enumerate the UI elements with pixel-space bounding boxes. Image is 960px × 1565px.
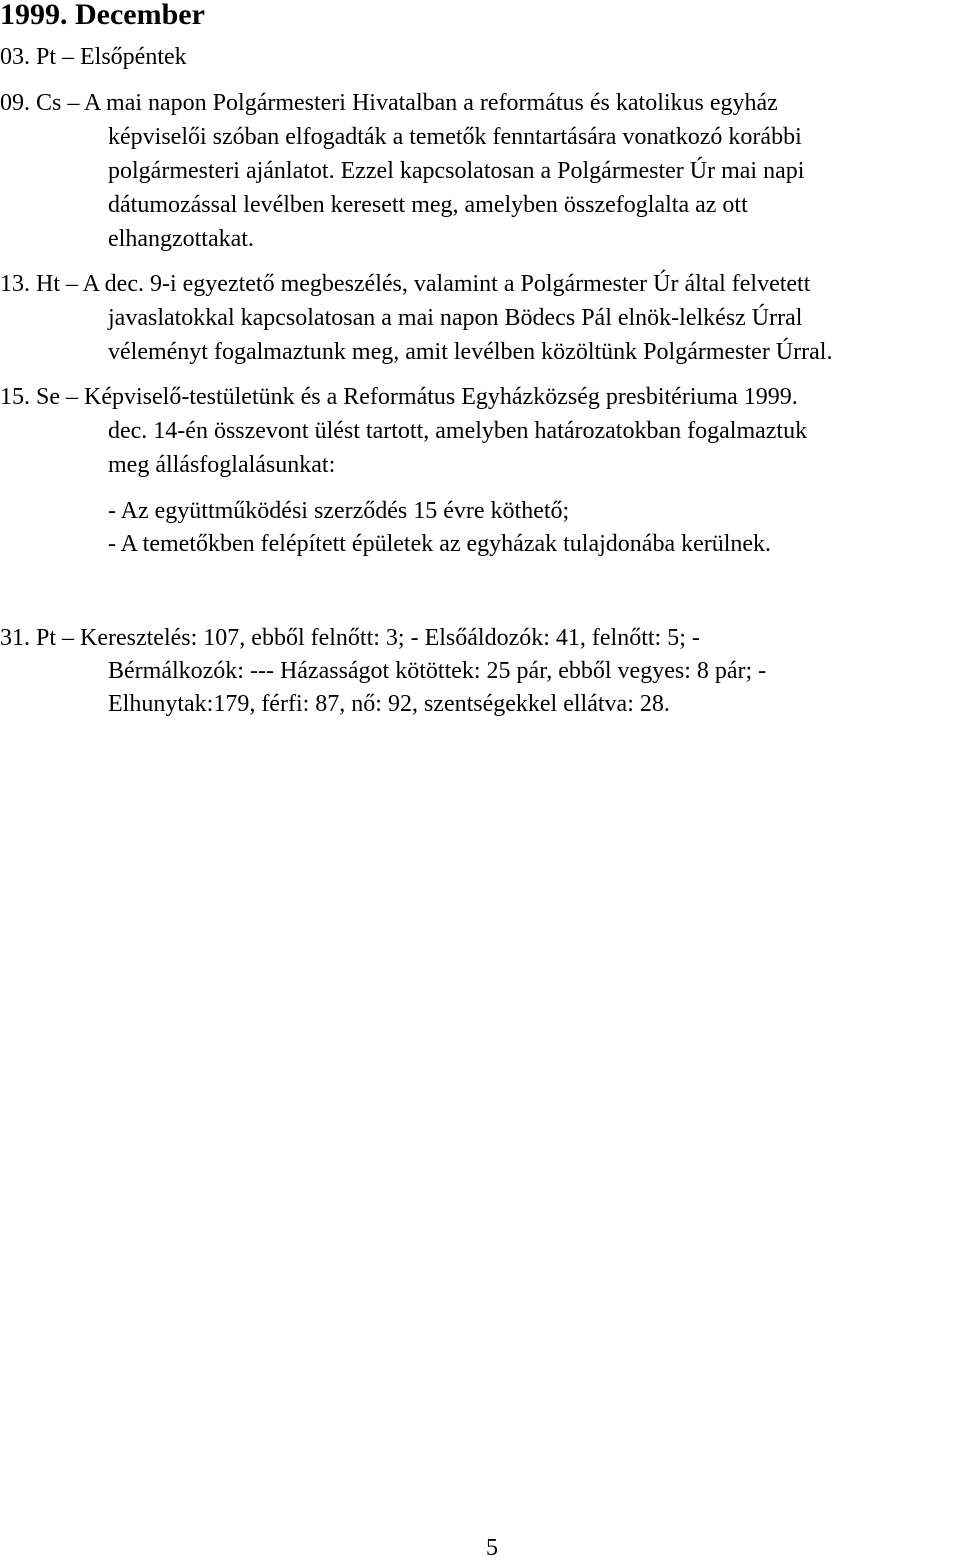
entry-13-line-1: 13. Ht – A dec. 9-i egyeztető megbeszélés, valamint a Polgármester Úr által felvetett (0, 271, 811, 297)
entry-09-line-2: képviselői szóban elfogadták a temetők fenntartására vonatkozó korábbi (108, 124, 802, 150)
entry-15-line-3: meg állásfoglalásunkat: (108, 452, 336, 478)
page-number: 5 (486, 1535, 498, 1561)
entry-31-line-1: 31. Pt – Keresztelés: 107, ebből felnőtt: 3; - Elsőáldozók: 41, felnőtt: 5; - (0, 625, 700, 651)
entry-31-line-3: Elhunytak:179, férfi: 87, nő: 92, szentségekkel ellátva: 28. (108, 691, 670, 717)
entry-13-line-3: véleményt fogalmaztunk meg, amit levélben közöltünk Polgármester Úrral. (108, 339, 833, 365)
entry-31-line-2: Bérmálkozók: --- Házasságot kötöttek: 25 pár, ebből vegyes: 8 pár; - (108, 658, 767, 684)
entry-09-line-3: polgármesteri ajánlatot. Ezzel kapcsolatosan a Polgármester Úr mai napi (108, 158, 805, 184)
entry-15-line-2: dec. 14-én összevont ülést tartott, amelyben határozatokban fogalmaztuk (108, 418, 808, 444)
entry-13-line-2: javaslatokkal kapcsolatosan a mai napon Bödecs Pál elnök-lelkész Úrral (108, 305, 803, 331)
entry-15-bullet-1: - Az együttműködési szerződés 15 évre köthető; (108, 498, 570, 524)
entry-03-line-1: 03. Pt – Elsőpéntek (0, 44, 187, 70)
entry-09-line-5: elhangzottakat. (108, 226, 254, 252)
page-title: 1999. December (0, 0, 205, 31)
entry-09-line-1: 09. Cs – A mai napon Polgármesteri Hivatalban a református és katolikus egyház (0, 90, 778, 116)
entry-15-bullet-2: - A temetőkben felépített épületek az egyházak tulajdonába kerülnek. (108, 531, 772, 557)
entry-09-line-4: dátumozással levélben keresett meg, amelyben összefoglalta az ott (108, 192, 748, 218)
entry-15-line-1: 15. Se – Képviselő-testületünk és a Református Egyházközség presbitériuma 1999. (0, 384, 798, 410)
